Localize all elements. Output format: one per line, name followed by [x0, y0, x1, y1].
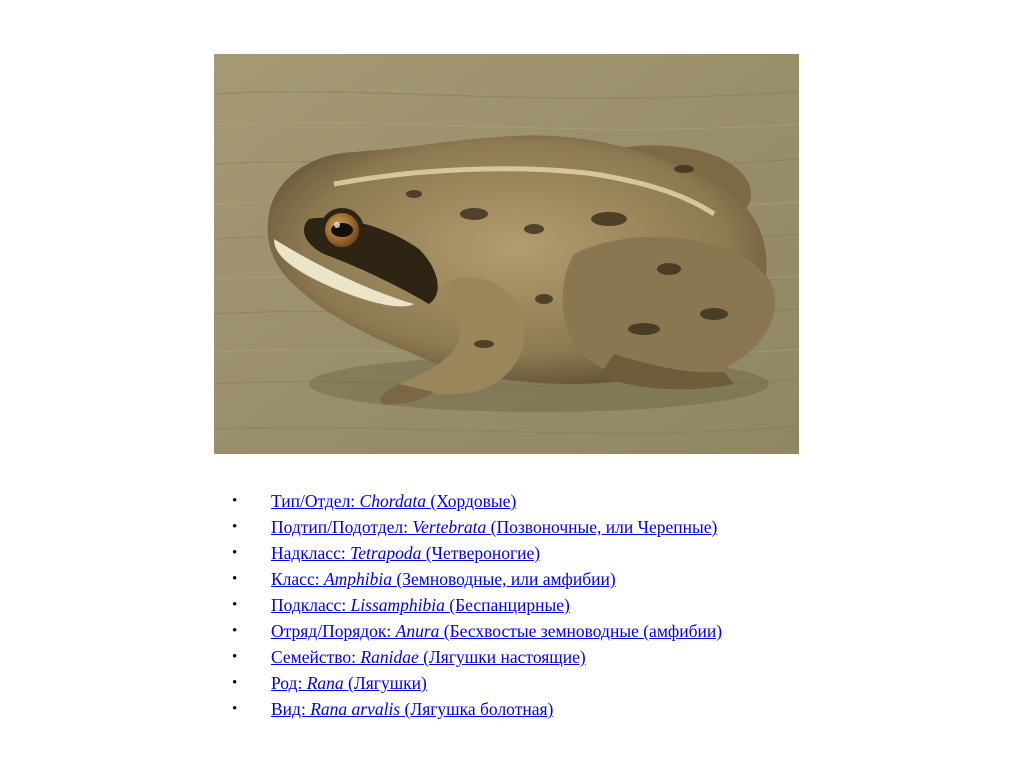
taxonomy-rank: Семейство:	[271, 647, 357, 667]
taxonomy-latin-name: Ranidae	[360, 647, 419, 667]
taxonomy-latin-name: Chordata	[359, 491, 426, 511]
taxonomy-latin-name: Anura	[395, 621, 440, 641]
taxonomy-common-name: (Позвоночные, или Черепные)	[490, 517, 718, 537]
bullet-icon: •	[232, 545, 238, 561]
taxonomy-latin-name: Rana	[306, 673, 344, 693]
taxonomy-link[interactable]	[271, 566, 616, 592]
taxonomy-link[interactable]	[271, 670, 427, 696]
taxonomy-common-name: (Лягушки настоящие)	[423, 647, 586, 667]
bullet-icon: •	[232, 519, 238, 535]
taxonomy-link[interactable]	[271, 540, 540, 566]
taxonomy-rank: Подтип/Подотдел:	[271, 517, 409, 537]
taxonomy-common-name: (Лягушки)	[348, 673, 427, 693]
bullet-icon: •	[232, 649, 238, 665]
taxonomy-link[interactable]	[271, 618, 722, 644]
taxonomy-latin-name: Vertebrata	[412, 517, 487, 537]
taxonomy-link[interactable]	[271, 592, 570, 618]
taxonomy-rank: Отряд/Порядок:	[271, 621, 392, 641]
taxonomy-rank: Надкласс:	[271, 543, 346, 563]
taxonomy-rank: Класс:	[271, 569, 320, 589]
bullet-icon: •	[232, 493, 238, 509]
taxonomy-link[interactable]	[271, 514, 717, 540]
taxonomy-rank: Подкласс:	[271, 595, 347, 615]
taxonomy-rank: Тип/Отдел:	[271, 491, 356, 511]
taxonomy-common-name: (Беспанцирные)	[449, 595, 570, 615]
taxonomy-common-name: (Лягушка болотная)	[404, 699, 554, 719]
taxonomy-latin-name: Tetrapoda	[350, 543, 422, 563]
taxonomy-common-name: (Четвероногие)	[425, 543, 541, 563]
taxonomy-rank: Род:	[271, 673, 303, 693]
taxonomy-common-name: (Хордовые)	[430, 491, 517, 511]
bullet-icon: •	[232, 597, 238, 613]
bullet-icon: •	[232, 675, 238, 691]
taxonomy-latin-name: Amphibia	[323, 569, 393, 589]
taxonomy-common-name: (Земноводные, или амфибии)	[396, 569, 616, 589]
taxonomy-common-name: (Бесхвостые земноводные (амфибии)	[443, 621, 723, 641]
taxonomy-latin-name: Lissamphibia	[350, 595, 445, 615]
bullet-icon: •	[232, 701, 238, 717]
bullet-icon: •	[232, 623, 238, 639]
taxonomy-rank: Вид:	[271, 699, 306, 719]
taxonomy-link[interactable]	[271, 696, 553, 722]
frog-photo	[214, 54, 799, 454]
bullet-icon: •	[232, 571, 238, 587]
taxonomy-link[interactable]	[271, 488, 516, 514]
taxonomy-link[interactable]	[271, 644, 586, 670]
taxonomy-latin-name: Rana arvalis	[310, 699, 401, 719]
